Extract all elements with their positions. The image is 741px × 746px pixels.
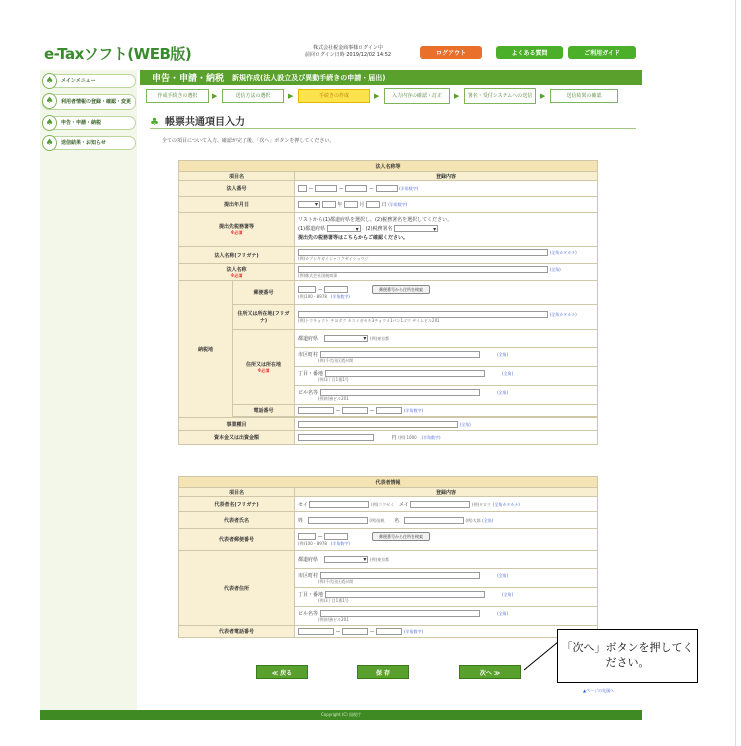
step-6: 送信結果の確認 (550, 89, 618, 103)
rep-city-input[interactable] (320, 572, 480, 579)
postal-input-1[interactable] (298, 286, 316, 293)
example-text (298, 541, 594, 547)
callout-pointer (520, 640, 560, 674)
corp-number-input-4[interactable] (376, 185, 398, 192)
guide-button[interactable]: ご利用ガイド (568, 46, 636, 59)
label-building: ビル名等 (298, 389, 319, 396)
building-input[interactable] (320, 389, 480, 396)
example-postal: (例)100 - 8978 (298, 541, 327, 546)
login-info (283, 45, 413, 59)
page-subtitle: 新規作成(法人設立及び異動手続きの申請・届出) (232, 73, 386, 82)
hint-half-number: (半角数字) (403, 408, 424, 413)
label-rep-address: 代表者住所 (179, 551, 295, 626)
page-title-band (140, 70, 642, 85)
rep-town-input[interactable] (325, 591, 485, 598)
app-logo: e-Taxソフト(WEB版) (44, 45, 192, 63)
example-text: (例)3丁目1番1号 (318, 376, 349, 382)
column-header: 登録内容 (295, 172, 598, 181)
rep-postal-search-button[interactable]: 郵便番号から住所を検索 (372, 532, 430, 541)
rep-info-table: 代表者情報 項目名 登録内容 代表者名(フリガナ) セイ (例)コクゼイ メイ (例)タロウ (全角カタカナ) 代表者氏名 姓 (例)国税 名 (例)太郎 (全角) 代表者郵便番号 ー 郵便番号から住所を検索 (例)100 - 8978 (半角数字) 代表者住所 都道府県 ▾ (例)東京都 市区町村 (全角) (例)千代田区霞が関 丁目・番地 (全角) (例)3丁目1番1号 ビル名等 (全角) (例)財務ビル201 代表者電話番号 ー ー (半角数字) (178, 476, 598, 638)
last-login: 前回ログイン日時 2019/12/02 14:52 (304, 52, 392, 58)
next-button[interactable]: 次へ ≫ (459, 665, 521, 679)
hint-half-number: (半角数字) (421, 435, 441, 440)
rep-phone-input-1[interactable] (298, 628, 334, 635)
footer: Copyright (C) 国税庁 (40, 710, 642, 720)
example-text: (例)東京都 (369, 557, 390, 562)
rep-sei-input[interactable] (308, 517, 368, 524)
city-input[interactable] (320, 351, 480, 358)
postal-search-button[interactable]: 郵便番号から住所を検索 (372, 285, 430, 294)
header (40, 40, 642, 64)
table-caption: 法人名称等 (179, 161, 598, 172)
year-label: 年 (337, 202, 343, 208)
hint-full: (全角) (459, 421, 471, 427)
rep-postal-input-2[interactable] (324, 533, 348, 540)
label-prefecture: 都道府県 (298, 336, 319, 342)
hint-full-kana: (全角カタカナ) (492, 501, 520, 507)
label-city: 市区町村 (298, 572, 319, 579)
example-text: (例)国税 (369, 517, 385, 523)
hint-full: (全角) (482, 517, 494, 523)
step-1: 作成手続きの選択 (146, 89, 209, 103)
hint-full: (全角) (502, 370, 514, 376)
corp-kana-input[interactable] (298, 249, 548, 256)
town-input[interactable] (325, 370, 485, 377)
example-text: (例)千代田区霞が関 (318, 357, 354, 363)
rep-phone-input-3[interactable] (376, 628, 402, 635)
sidebar-item-label: 申告・申請・納税 (61, 119, 102, 126)
era-select[interactable] (298, 201, 320, 208)
label-rep-kana: 代表者名(フリガナ) (179, 497, 295, 512)
label-postal: 郵便番号 (233, 281, 295, 305)
sidebar (40, 70, 137, 710)
sidebar-item-results[interactable] (42, 136, 136, 150)
label-address-kana: 住所又は所在地(フリガナ) (233, 305, 295, 330)
divider (150, 128, 636, 129)
tax-office-link[interactable]: 提出先の税務署等はこちらからご確認ください。 (298, 235, 409, 241)
example-text: (例)財務ビル201 (318, 616, 349, 622)
progress-steps (146, 89, 636, 105)
sidebar-item-label: メインメニュー (61, 77, 96, 84)
label-city: 市区町村 (298, 351, 319, 358)
hint-full: (全角) (497, 572, 509, 578)
logout-button[interactable]: ログアウト (420, 46, 482, 59)
rep-postal-input-1[interactable] (298, 533, 316, 540)
callout-line (524, 642, 558, 670)
label-capital: 資本金又は出資金額 (179, 431, 295, 445)
step-arrow-icon: ▶ (212, 92, 218, 100)
required-mark: ※必須 (230, 272, 243, 278)
rep-mei-kana-input[interactable] (410, 501, 470, 508)
step-3-current: 手続きの作成 (298, 89, 370, 103)
example-text: (例)トウキョウト チヨダク カスミガセキ3チョウメ1バン1ゴウ ザイムビル201 (298, 317, 440, 323)
example-text (298, 294, 594, 300)
hint-half-number: (半角数字) (388, 202, 408, 207)
faq-button[interactable]: よくある質問 (496, 46, 563, 59)
hint-full: (全角) (497, 389, 509, 395)
corp-name-input[interactable] (298, 266, 548, 273)
corp-number-input-2[interactable] (315, 185, 337, 192)
hint-full: (全角) (497, 351, 509, 357)
example-text: (例)コクゼイ (371, 501, 395, 507)
label-town: 丁目・番地 (298, 591, 324, 598)
sidebar-item-label: 利用者情報の登録・確認・変更 (61, 98, 132, 105)
label-corp-name (179, 264, 295, 281)
label-sei: セイ (298, 501, 308, 508)
menu-bubble-icon: ♠ (42, 73, 57, 89)
required-mark: ※必須 (230, 230, 243, 235)
day-input[interactable] (366, 201, 380, 208)
tax-office-label: 提出先税務署等 (218, 224, 254, 230)
example-text: (例)タロウ (471, 501, 492, 507)
hint-half-number: (半角数字) (403, 629, 424, 634)
rep-prefecture-select[interactable] (324, 556, 368, 563)
hint-half-number: (半角数字) (330, 541, 350, 546)
label-building: ビル名等 (298, 610, 319, 617)
step-arrow-icon: ▶ (540, 92, 546, 100)
sidebar-item-label: 送信結果・お知らせ (61, 139, 106, 146)
sidebar-item-main-menu[interactable] (42, 74, 136, 88)
leaf-icon: ♣ (150, 117, 159, 128)
postal-input-2[interactable] (324, 286, 348, 293)
back-button[interactable]: ≪ 戻る (256, 665, 308, 679)
day-label: 日 (381, 202, 387, 208)
prefecture-select[interactable] (327, 225, 361, 232)
rep-mei-input[interactable] (404, 517, 464, 524)
page-edge-line (735, 0, 736, 746)
hint-full-kana: (全角カタカナ) (549, 249, 577, 255)
office-select-label: (2)税務署名 (365, 226, 393, 232)
table-caption: 代表者情報 (179, 477, 598, 488)
address-label: 住所又は所在地 (245, 361, 281, 368)
sidebar-item-user-info[interactable] (42, 94, 136, 110)
hint-half-number: (半角数字) (330, 294, 350, 299)
label-submit-date: 提出年月日 (179, 197, 295, 213)
menu-bubble-icon: ♠ (42, 135, 57, 151)
section-title-text: 帳票共通項目入力 (164, 117, 245, 128)
label-tax-office (179, 213, 295, 247)
pref-select-label: (1)都道府県 (298, 226, 326, 232)
corp-name-label: 法人名称 (226, 266, 247, 273)
example-text: (例) 1000 (398, 435, 417, 440)
hint-half-number: (半角数字) (399, 186, 419, 191)
instruction-text: 全ての項目について入力、確認が完了後、「次へ」ボタンを押してください。 (162, 138, 335, 144)
menu-bubble-icon: ♠ (42, 115, 57, 131)
hint-full: (全角) (497, 610, 509, 616)
example-postal: (例)100 - 8978 (298, 294, 327, 299)
label-rep-phone: 代表者電話番号 (179, 626, 295, 638)
rep-sei-kana-input[interactable] (309, 501, 369, 508)
corp-number-input-1[interactable] (298, 185, 307, 192)
label-rep-name: 代表者氏名 (179, 512, 295, 529)
page-title: 申告・申請・納税 (152, 74, 225, 84)
month-input[interactable] (344, 201, 358, 208)
tax-office-hint: リストから(1)都道府県を選択し、(2)税務署名を選択してください。 (298, 217, 453, 223)
rep-building-input[interactable] (320, 610, 480, 617)
address-kana-input[interactable] (298, 311, 548, 318)
hint-full: (全角) (502, 591, 514, 597)
company-name: 株式会社税金商事様ログイン中 (313, 45, 383, 51)
example-text: (例)財務ビル201 (318, 395, 349, 401)
step-arrow-icon: ▶ (288, 92, 294, 100)
label-corp-number: 法人番号 (179, 181, 295, 197)
step-arrow-icon: ▶ (454, 92, 460, 100)
phone-input-3[interactable] (376, 407, 402, 414)
label-rep-postal: 代表者郵便番号 (179, 529, 295, 551)
phone-input-2[interactable] (342, 407, 368, 414)
hint-full-kana: (全角カタカナ) (549, 311, 577, 317)
example-text: (例)東京都 (369, 336, 390, 341)
example-text: (例)カブシキガイシャコクゼイショウジ (298, 255, 369, 261)
rep-phone-input-2[interactable] (342, 628, 368, 635)
label-tax-place: 納税地 (179, 281, 233, 418)
label-mei: メイ (398, 501, 409, 508)
example-text: (例)太郎 (465, 517, 481, 523)
column-header: 項目名 (179, 488, 295, 497)
step-4: 入力内容の確認・訂正 (384, 88, 450, 104)
label-na: 名 (394, 517, 400, 524)
example-text: (例)株式会社国税商事 (298, 272, 338, 278)
hint-full: (全角) (549, 266, 561, 272)
business-input[interactable] (298, 421, 458, 428)
label-phone: 電話番号 (233, 405, 295, 417)
month-label: 月 (359, 202, 365, 208)
label-prefecture: 都道府県 (298, 557, 319, 563)
phone-input-1[interactable] (298, 407, 334, 414)
yen-label: 円 (391, 435, 397, 441)
step-2: 送信方法の選択 (222, 89, 284, 103)
label-business: 事業種目 (179, 418, 295, 431)
address-prefecture-select[interactable] (324, 335, 368, 342)
example-text: (例)3丁目1番1号 (318, 597, 349, 603)
label-address (233, 330, 295, 405)
step-arrow-icon: ▶ (374, 92, 380, 100)
label-town: 丁目・番地 (298, 370, 324, 377)
save-button[interactable]: 保 存 (357, 665, 409, 679)
step-5: 署名・受付システムへの送信 (464, 88, 536, 104)
year-input[interactable] (322, 201, 336, 208)
callout-note: 「次へ」ボタンを押してください。 (557, 629, 698, 683)
capital-input[interactable] (298, 434, 374, 441)
corp-info-table: 法人名称等 項目名 登録内容 法人番号 ー ー ー (半角数字) 提出年月日 ▾ 年 月 日 (半角数字) 提出先税務署等 ※必須 リストから(1)都道府県を選択し、(2)税務署名を選択してください。 (1)都道府県 ▾ (2)税務署名 ▾ 提出先の税務署等はこちらからご確認ください。 法人名称(フリガナ) (全角カタカナ) (例)カブシキガイシャコクゼイショウジ 法人名称 ※必須 (全角) (例)株式会社国税商事 納税地 郵便番号 ー 郵便番号から住所を検索 (例)100 - 8978 (半角数字) 住所又は所在地(フリガナ) (全角カタカナ) (例)トウキョウト チヨダク カスミガセキ3チョウメ1バン1ゴウ ザイムビル201 住所又は所在地 ※必須 都道府県 ▾ (例)東京都 市区町村 (全角) (例)千代田区霞が関 丁目・番地 (全角) (例)3丁目1番1号 ビル名等 (全角) (例)財務ビル201 電話番号 ー ー (半角数字) 事業種目 (全角) 資本金又は出資金額 円 (例) 1000 (半角数字) (178, 160, 598, 445)
page-top-link[interactable]: ▲ページの先頭へ (583, 688, 614, 693)
menu-bubble-icon: ♠ (42, 93, 57, 109)
corp-number-input-3[interactable] (345, 185, 367, 192)
section-title (150, 113, 245, 128)
column-header: 項目名 (179, 172, 295, 181)
sidebar-item-filing[interactable] (42, 116, 136, 130)
label-corp-kana: 法人名称(フリガナ) (179, 247, 295, 264)
example-text: (例)千代田区霞が関 (318, 578, 354, 584)
required-mark: ※必須 (257, 367, 270, 373)
tax-office-select[interactable] (394, 225, 438, 232)
label-shi: 姓 (298, 517, 304, 524)
column-header: 登録内容 (295, 488, 598, 497)
